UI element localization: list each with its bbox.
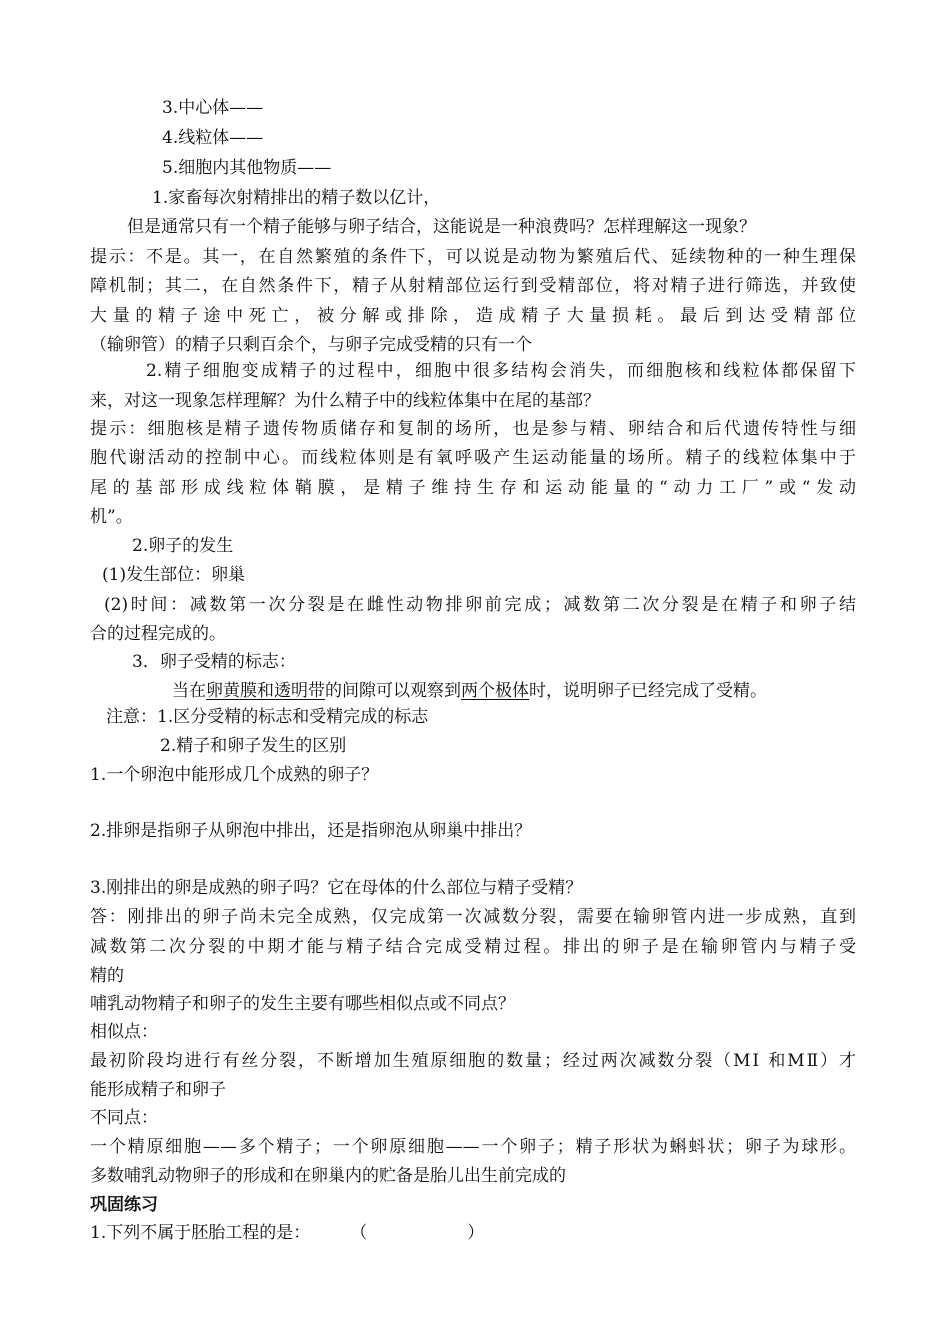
hint-2-line-3: 尾的基部形成线粒体鞘膜，是精子维持生存和运动能量的“动力工厂”或“发动 [90, 478, 856, 498]
question-1-text: 但是通常只有一个精子能够与卵子结合，这能说是一种浪费吗？怎样理解这一现象？ [127, 217, 756, 237]
answer-paren-close: ） [467, 1223, 485, 1243]
differences-line-1: 一个精原细胞——多个精子；一个卵原细胞——一个卵子；精子形状为蝌蚪状；卵子为球形。 [90, 1137, 856, 1157]
answer-paren-open: （ [350, 1223, 368, 1243]
item-centrosome: 3.中心体—— [162, 98, 264, 118]
hint-2-line-1: 提示：细胞核是精子遗传物质储存和复制的场所，也是参与精、卵结合和后代遗传特性与细 [90, 419, 856, 439]
question-follicle: 1.一个卵泡中能形成几个成熟的卵子？ [90, 765, 379, 785]
hint-1-line-2: 障机制；其二，在自然条件下，精子从射精部位运行到受精部位，将对精子进行筛选，并致使 [90, 276, 856, 296]
question-1-line: 1.家畜每次射精排出的精子数以亿计， [152, 188, 441, 208]
item-other-substances: 5.细胞内其他物质—— [162, 158, 332, 178]
sign-text-a: 当在 [172, 681, 206, 701]
sign-text-c: 的间隙可以观察到 [325, 681, 461, 701]
sign-text-e: 时，说明卵子已经完成了受精。 [529, 681, 767, 701]
similarities-line-2: 能形成精子和卵子 [90, 1080, 226, 1100]
hint-2-line-2: 胞代谢活动的控制中心。而线粒体则是有氧呼吸产生运动能量的场所。精子的线粒体集中于 [90, 448, 856, 468]
item-mitochondria: 4.线粒体—— [162, 128, 264, 148]
similarities-line-1: 最初阶段均进行有丝分裂，不断增加生殖原细胞的数量；经过两次减数分裂（MⅠ 和MⅡ）才 [90, 1051, 856, 1071]
question-ovulation: 2.排卵是指卵子从卵泡中排出，还是指卵泡从卵巢中排出？ [90, 821, 532, 841]
fertilization-sign-text [172, 677, 767, 705]
practice-heading: 巩固练习 [90, 1195, 158, 1215]
egg-time-line-1: (2)时间：减数第一次分裂是在雌性动物排卵前完成；减数第二次分裂是在精子和卵子结 [104, 595, 856, 615]
question-2-line-1: 2.精子细胞变成精子的过程中，细胞中很多结构会消失，而细胞核和线粒体都保留下 [146, 361, 856, 381]
hint-2-line-4: 机”。 [90, 507, 133, 527]
sign-text-membranes: 卵黄膜和透明带 [206, 681, 325, 701]
section-egg-development: 2.卵子的发生 [132, 536, 234, 556]
question-similarities: 哺乳动物精子和卵子的发生主要有哪些相似点或不同点？ [90, 994, 515, 1014]
fertilization-sign-heading: 3．卵子受精的标志： [132, 652, 296, 672]
note-1: 注意：1.区分受精的标志和受精完成的标志 [106, 707, 429, 727]
sign-text-polar-bodies: 两个极体 [461, 681, 529, 701]
answer-line-1: 答：刚排出的卵子尚未完全成熟，仅完成第一次减数分裂，需要在输卵管内进一步成熟，直到 [90, 907, 856, 927]
answer-line-3: 精的 [90, 966, 124, 986]
similarities-heading: 相似点： [90, 1022, 158, 1042]
differences-line-2: 多数哺乳动物卵子的形成和在卵巢内的贮备是胎儿出生前完成的 [90, 1166, 566, 1186]
egg-site: (1)发生部位：卵巢 [102, 565, 246, 585]
egg-time-line-2: 合的过程完成的。 [90, 624, 226, 644]
question-2-line-2: 来，对这一现象怎样理解？为什么精子中的线粒体集中在尾的基部？ [90, 391, 600, 411]
answer-line-2: 减数第二次分裂的中期才能与精子结合完成受精过程。排出的卵子是在输卵管内与精子受 [90, 937, 856, 957]
hint-1-line-1: 提示：不是。其一，在自然繁殖的条件下，可以说是动物为繁殖后代、延续物种的一种生理保 [90, 247, 856, 267]
hint-1-line-4: （输卵管）的精子只剩百余个，与卵子完成受精的只有一个 [90, 335, 532, 355]
differences-heading: 不同点： [90, 1108, 158, 1128]
hint-1-line-3: 大量的精子途中死亡，被分解或排除，造成精子大量损耗。最后到达受精部位 [90, 306, 856, 326]
question-mature-egg: 3.刚排出的卵是成熟的卵子吗？它在母体的什么部位与精子受精？ [90, 878, 583, 898]
practice-question-1-text: 1.下列不属于胚胎工程的是： [90, 1223, 311, 1243]
practice-question-1 [90, 1219, 484, 1247]
note-2: 2.精子和卵子发生的区别 [160, 736, 347, 756]
